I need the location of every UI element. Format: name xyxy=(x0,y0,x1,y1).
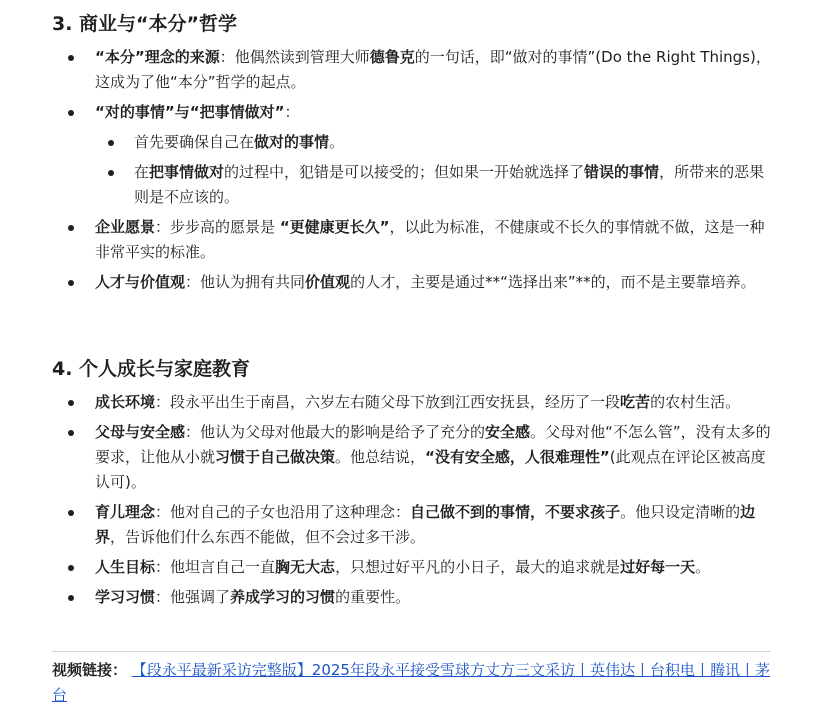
video-link-row xyxy=(52,658,771,708)
item-text: 他对自己的子女也沿用了这种理念： xyxy=(170,503,411,521)
item-text: 他坦言自己一直 xyxy=(170,558,276,576)
section-4-list xyxy=(0,390,823,610)
section-3-list xyxy=(0,45,823,295)
emphasis-text: 吃苦 xyxy=(620,393,651,411)
label-separator: ： xyxy=(155,588,171,606)
emphasis-text: 养成学习的习惯 xyxy=(230,588,336,606)
item-text: 在 xyxy=(134,163,150,181)
item-text: ，所带来的恶果则是不应该的。 xyxy=(134,163,765,206)
section-4-heading: 4. 个人成长与家庭教育 xyxy=(52,358,251,380)
item-label: 父母与安全感 xyxy=(95,423,186,441)
item-label: “对的事情”与“把事情做对” xyxy=(95,103,285,121)
emphasis-text: 边界 xyxy=(95,503,756,546)
list-item-upbringing xyxy=(0,390,775,415)
list-item-vision xyxy=(0,215,775,265)
list-item-parenting xyxy=(0,500,775,550)
item-label: 学习习惯 xyxy=(95,588,156,606)
label-separator: ： xyxy=(284,103,300,121)
list-item-life-goal xyxy=(0,555,775,580)
item-label: 育儿理念 xyxy=(95,503,156,521)
item-label: 人才与价值观 xyxy=(95,273,186,291)
emphasis-text: 自己做不到的事情，不要求孩子 xyxy=(410,503,621,521)
item-label: 人生目标 xyxy=(95,558,156,576)
item-text: 的人才，主要是通过**“选择出来”**的，而不是主要靠培养。 xyxy=(350,273,756,291)
label-separator: ： xyxy=(155,218,171,236)
item-text: ，只想过好平凡的小日子，最大的追求就是 xyxy=(335,558,621,576)
label-separator: ： xyxy=(219,48,235,66)
item-text: 他偶然读到管理大师 xyxy=(234,48,370,66)
list-item-concept-origin xyxy=(0,45,775,95)
item-text: 首先要确保自己在 xyxy=(134,133,255,151)
emphasis-text: 做对的事情 xyxy=(254,133,330,151)
emphasis-text: “没有安全感，人很难理性” xyxy=(425,448,610,466)
emphasis-text: 过好每一天 xyxy=(620,558,696,576)
list-item-learning-habit xyxy=(0,585,775,610)
item-text: 。他总结说， xyxy=(335,448,426,466)
item-label: “本分”理念的来源 xyxy=(95,48,220,66)
item-text: 段永平出生于南昌，六岁左右随父母下放到江西安抚县，经历了一段 xyxy=(170,393,621,411)
item-text: ，以此为标准，不健康或不长久的事情就不做，这是一种非常平实的标准。 xyxy=(95,218,765,261)
item-text: 的农村生活。 xyxy=(650,393,741,411)
emphasis-text: 习惯于自己做决策 xyxy=(215,448,336,466)
horizontal-divider xyxy=(52,651,771,652)
sub-list-item xyxy=(0,160,774,210)
item-text: 他认为拥有共同 xyxy=(200,273,306,291)
list-item-right-things xyxy=(0,100,775,125)
list-item-talent-values xyxy=(0,270,775,295)
item-text: 。 xyxy=(695,558,711,576)
sub-list-item xyxy=(0,130,774,155)
emphasis-text: 错误的事情 xyxy=(584,163,660,181)
item-text: 。父母对他“不怎么管”，没有太多的要求，让他从小就 xyxy=(95,423,771,466)
item-text: 。 xyxy=(329,133,345,151)
item-text: 的重要性。 xyxy=(335,588,411,606)
emphasis-text: 价值观 xyxy=(305,273,351,291)
label-separator: ： xyxy=(155,393,171,411)
item-text: 他强调了 xyxy=(170,588,231,606)
item-text: (此观点在评论区被高度认可)。 xyxy=(95,448,766,491)
list-item-parents-security xyxy=(0,420,775,495)
item-text: ，告诉他们什么东西不能做，但不会过多干涉。 xyxy=(110,528,426,546)
emphasis-text: 德鲁克 xyxy=(369,48,415,66)
label-separator: ： xyxy=(185,273,201,291)
item-text: 步步高的愿景是 xyxy=(170,218,280,236)
video-link[interactable]: 【段永平最新采访完整版】2025年段永平接受雪球方丈方三文采访丨英伟达丨台积电丨腾讯丨茅台 xyxy=(52,661,770,704)
item-text: 他认为父母对他最大的影响是给予了充分的 xyxy=(200,423,486,441)
emphasis-text: 把事情做对 xyxy=(149,163,225,181)
item-label: 企业愿景 xyxy=(95,218,156,236)
label-separator: ： xyxy=(185,423,201,441)
emphasis-text: “更健康更长久” xyxy=(279,218,390,236)
item-text: 的过程中，犯错是可以接受的；但如果一开始就选择了 xyxy=(224,163,585,181)
item-text: 。他只设定清晰的 xyxy=(620,503,741,521)
item-text: 的一句话，即“做对的事情”(Do the Right Things)，这成为了他“本分”哲学的起点。 xyxy=(95,48,771,91)
video-link-label: 视频链接： xyxy=(52,661,128,679)
section-3-heading: 3. 商业与“本分”哲学 xyxy=(52,13,238,35)
label-separator: ： xyxy=(155,503,171,521)
emphasis-text: 胸无大志 xyxy=(275,558,336,576)
item-label: 成长环境 xyxy=(95,393,156,411)
label-separator: ： xyxy=(155,558,171,576)
emphasis-text: 安全感 xyxy=(485,423,531,441)
